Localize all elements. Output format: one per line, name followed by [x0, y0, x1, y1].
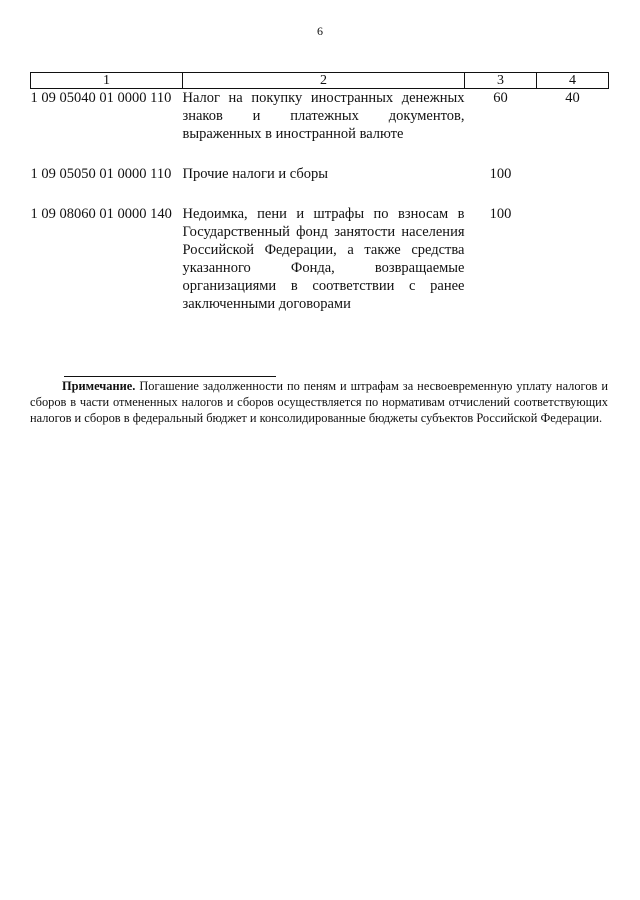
table-header [31, 73, 609, 89]
table-row [31, 89, 609, 166]
budget-table [30, 72, 609, 315]
page-number: 6 [317, 24, 323, 38]
header-col-2: 2 [183, 73, 465, 89]
row-col3-value: 60 [493, 90, 508, 106]
row-col3-value: 100 [489, 166, 512, 182]
header-col-1: 1 [31, 73, 183, 89]
footnote-title: Примечание. [62, 379, 136, 393]
row-name: Налог на покупку иностранных денежных знаков и платежных документов, выраженных в иностранной валюте [182, 90, 465, 142]
row-code: 1 09 08060 01 0000 140 [30, 206, 172, 222]
row-col3-value: 100 [489, 206, 512, 222]
table-row [31, 165, 609, 205]
row-col4-value [537, 205, 609, 315]
row-code: 1 09 05040 01 0000 110 [30, 90, 172, 106]
table-row [31, 205, 609, 315]
row-name: Недоимка, пени и штрафы по взносам в Государственный фонд занятости населения Российской Федерации, а также средства указанного Фонда, возвращаемые организациями в соответствии с ранее заключенными договорами [182, 206, 465, 312]
row-name: Прочие налоги и сборы [182, 166, 328, 182]
row-col4-value [537, 165, 609, 205]
row-col4-value: 40 [565, 90, 580, 106]
header-row [31, 73, 609, 89]
header-col-4: 4 [537, 73, 609, 89]
note-divider [64, 376, 276, 377]
row-code: 1 09 05050 01 0000 110 [30, 166, 172, 182]
footnote [30, 378, 608, 426]
header-col-3: 3 [465, 73, 537, 89]
footnote-text: Погашение задолженности по пеням и штрафам за несвоевременную уплату налогов и сборов в части отмененных налогов и сборов осуществляется по нормативам отчислений соответствующих налогов и сборов в федеральный бюджет и консолидированные бюджеты субъектов Российской Федерации. [30, 379, 608, 425]
table-body [31, 89, 609, 316]
